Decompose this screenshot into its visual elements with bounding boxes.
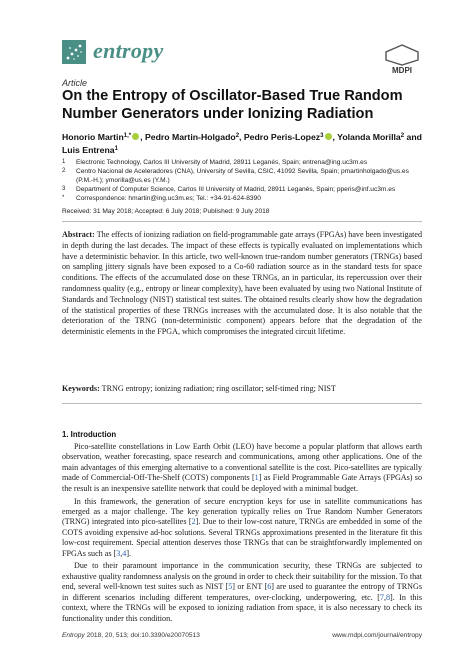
section-heading: 1. Introduction (62, 430, 117, 439)
affiliation-text: Department of Computer Science, Carlos III University of Madrid, 28911 Leganés, Spain; pperis@inf.uc3m.es (76, 186, 396, 193)
publisher-logo-icon (382, 44, 422, 64)
introduction-body (62, 442, 422, 626)
author-name: Honorio Martin (62, 132, 124, 142)
reference-link[interactable]: 1 (254, 473, 259, 483)
affiliation-number: 1 (62, 159, 66, 165)
citation-journal: Entropy (62, 632, 85, 639)
paragraph-text: Pico-satellite constellations in Low Earth Orbit (LEO) have become a popular platform that allows earth observation, weather forecasting, space research and communications, among other applications. One of the main advantages of this emerging alternative to a conventional satellite is the cost. Pico-satellites are typically made of Commercial-Off-The-Shelf (COTS) components [ (62, 442, 422, 483)
affiliation-number: * (62, 195, 65, 201)
divider (62, 403, 422, 404)
affiliation-number: 2 (62, 168, 66, 174)
affiliation-list (62, 158, 422, 203)
abstract-text: The effects of ionizing radiation on field-programmable gate arrays (FPGAs) have been investigated in depth during the last decades. The impact of these effects is typically evaluated on implementations which have a deterministic behavior. In this article, two well-known true-random number generators (TRNGs) based on sampling jittery signals have been exposed to a Co-60 radiation source as in the standard tests for space conditions. The effects of the accumulated dose on these TRNGs, an in particular, its repercussion over their randomness quality (e.g., entropy or linear complexity), have been evaluated by using two National Institute of Standards and Technology (NIST) statistical test suites. The obtained results clearly show how the degradation of the statistical properties of these TRNGs increases with the accumulated dose. It is also notable that the deterioration of the TRNG (non-deterministic component) appears before that the degradation of the deterministic elements in the FPGA, which compromises the integrated circuit lifetime. (62, 230, 423, 337)
author-list: Honorio Martin$^{1,*}$ , Pedro Martin-Holgado$^2$, Pedro Peris-Lopez$^3$ , Yolanda Morilla$^2$ and Luis Entrena$^1$ (62, 132, 422, 155)
article-type: Article (62, 78, 88, 88)
author-affiliation-sup: 3 (320, 133, 324, 139)
journal-header (62, 38, 422, 75)
paragraph-text: , (383, 592, 386, 602)
orcid-icon[interactable] (325, 133, 332, 140)
paragraph-text: In this framework, the generation of secure encryption keys for use in satellite communications has emerged as a major challenge. The key generation typically relies on True Random Number Generators (TRNG) integrated into pico-satellites [ (62, 496, 422, 527)
publication-dates: Received: 31 May 2018; Accepted: 6 July 2018; Published: 9 July 2018 (62, 208, 270, 215)
paragraph-text: ] as Field Programmable Gate Arrays (FPGAs) so the result is an inexpensive satellite network that could be deployed with a minimal budget. (62, 473, 423, 493)
paragraph-text: ]. Due to their low-cost nature, TRNGs are embedded in some of the COTS avoiding expensive ad-hoc solutions. Several TRNGs approximations presented in the literature fit this low-cost requirement. Special attention deserves those TRNGs that can be straightforwardly implemented on FPGAs such as [ (62, 517, 422, 558)
reference-link[interactable]: 2 (191, 517, 196, 527)
paragraph (62, 561, 422, 623)
affiliation-item (62, 167, 422, 185)
journal-name: entropy (93, 38, 164, 63)
author-affiliation-sup: 1,* (123, 133, 132, 139)
reference-link[interactable]: 8 (385, 592, 391, 602)
journal-url[interactable]: www.mdpi.com/journal/entropy (332, 632, 422, 639)
paragraph-text: ] are used to guarantee the entropy of TRNGs in different scenarios including different temperatures, over-clocking, underpowering, etc. [ (62, 582, 422, 602)
author-name: Yolanda Morilla (337, 132, 401, 142)
paragraph (62, 497, 422, 559)
author-name: Luis Entrena (62, 145, 115, 155)
author-affiliation-sup: 2 (235, 133, 240, 139)
author-name: Pedro Martin-Holgado (144, 132, 236, 142)
paragraph-text: , (120, 548, 123, 558)
paragraph-text: Due to their paramount importance in the communication security, these TRNGs are subjected to exhaustive quality randomness analysis on the ground in order to check their suitability for the mission. To that end, several well-known test suites such as NIST [ (62, 561, 422, 592)
affiliation-number: 3 (62, 186, 66, 192)
affiliation-text: Electronic Technology, Carlos III University of Madrid, 28911 Leganés, Spain; entrena@ing.uc3m.es (76, 159, 368, 166)
abstract-label: Abstract: (62, 230, 95, 239)
orcid-icon[interactable] (132, 133, 139, 140)
keywords-text: TRNG entropy; ionizing radiation; ring oscillator; self-timed ring; NIST (101, 384, 336, 393)
paragraph-text: ]. In this context, where the TRNGs will be exposed to ionizing radiation from space, it is also necessary to check its functionality under this condition. (62, 592, 422, 623)
citation (62, 632, 200, 639)
author-affiliation-sup: 2 (400, 133, 405, 139)
reference-link[interactable]: 7 (379, 592, 384, 602)
keywords (62, 384, 422, 393)
publisher-name: MDPI (392, 66, 412, 75)
reference-link[interactable]: 4 (122, 548, 127, 558)
paper-title: On the Entropy of Oscillator-Based True Random Number Generators under Ionizing Radiation (62, 88, 403, 122)
divider (62, 221, 422, 222)
abstract (62, 230, 422, 338)
keywords-label: Keywords: (62, 384, 100, 393)
author-name: Pedro Peris-Lopez (243, 132, 321, 142)
correspondence-text: Correspondence: hmartin@ing.uc3m.es; Tel.: +34-91-624-8390 (76, 195, 261, 202)
reference-link[interactable]: 6 (267, 582, 272, 592)
citation-details: 2018, 20, 513; doi:10.3390/e20070513 (84, 632, 200, 639)
affiliation-item (62, 158, 422, 167)
reference-link[interactable]: 5 (228, 582, 233, 592)
paragraph (62, 442, 422, 494)
author-affiliation-sup: 1 (114, 146, 118, 152)
journal-logo-icon (62, 40, 86, 64)
paragraph-text: ]. (126, 548, 132, 558)
reference-link[interactable]: 3 (116, 548, 121, 558)
affiliation-item (62, 185, 422, 194)
correspondence-item (62, 194, 422, 203)
paragraph-text: ] or ENT [ (232, 582, 268, 592)
affiliation-text: Centro Nacional de Aceleradores (CNA), University of Sevilla, CSIC, 41092 Sevilla, Spain; pmartinholgado@us.es (P.M.-H.); ymorilla@us.es (Y.M.) (76, 168, 409, 184)
